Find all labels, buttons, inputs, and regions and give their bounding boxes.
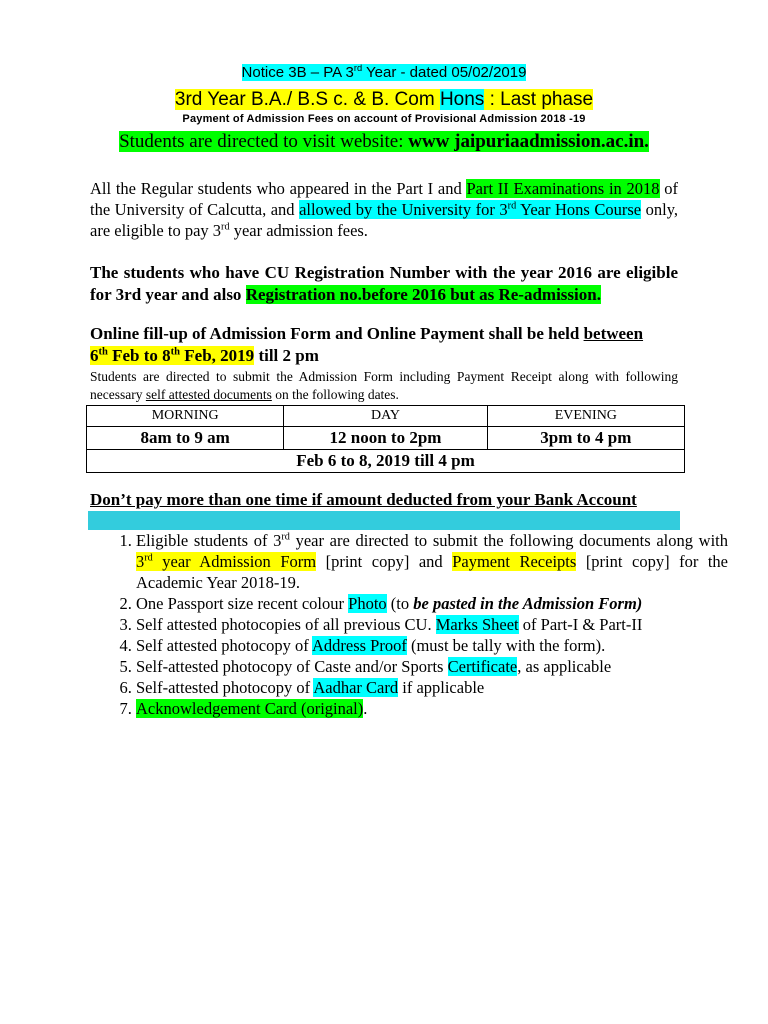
doc1-text-1: Eligible students of 3 bbox=[136, 531, 282, 550]
list-item bbox=[136, 656, 728, 677]
doc1-form-sup: rd bbox=[144, 552, 153, 564]
doc7-highlight-ack: Acknowledgement Card (original) bbox=[136, 699, 364, 718]
schedule-table bbox=[86, 405, 685, 473]
doc6-text-2: if applicable bbox=[398, 678, 485, 697]
list-item bbox=[136, 530, 728, 593]
doc1-sup-1: rd bbox=[281, 531, 290, 543]
doc1-text-4: [print copy] for the Academic Year 2018-19. bbox=[136, 552, 728, 592]
notice-sup: rd bbox=[353, 63, 363, 73]
title-phase: : Last phase bbox=[484, 89, 594, 110]
para1-highlight-exam: Part II Examinations in 2018 bbox=[466, 179, 660, 198]
para2-text: The students who have CU Registration Number with the year 2016 are eligible for 3rd year and also bbox=[90, 263, 678, 304]
notice-reference-highlight bbox=[242, 64, 527, 81]
para3-date-1-sup: th bbox=[98, 346, 108, 358]
para3-date-2-sup: th bbox=[170, 346, 181, 358]
doc5-highlight-certificate: Certificate bbox=[447, 657, 518, 676]
notice-date: Year - dated 05/02/2019 bbox=[362, 64, 527, 81]
para3-text: Online fill-up of Admission Form and Online Payment shall be held bbox=[90, 324, 584, 343]
payment-subtitle: Payment of Admission Fees on account of Provisional Admission 2018 -19 bbox=[182, 113, 586, 125]
doc4-text-2: (must be tally with the form). bbox=[406, 636, 606, 655]
doc3-highlight-marks: Marks Sheet bbox=[435, 615, 519, 634]
doc1-form-text: year Admission Form bbox=[152, 552, 317, 571]
doc3-text-1: Self attested photocopies of all previous CU. bbox=[136, 615, 436, 634]
doc2-text-1: One Passport size recent colour bbox=[136, 594, 349, 613]
schedule-header-evening: EVENING bbox=[487, 406, 684, 427]
notice-reference bbox=[0, 64, 768, 81]
doc5-text-2: , as applicable bbox=[517, 657, 612, 676]
para3-date-3: Feb, 2019 bbox=[180, 346, 255, 365]
schedule-header-row bbox=[87, 406, 685, 427]
notice-text: Notice 3B – PA 3 bbox=[241, 64, 354, 81]
documents-list bbox=[88, 530, 728, 719]
doc2-emphasis: be pasted in the Admission Form) bbox=[413, 594, 643, 613]
para1-text-sup: rd bbox=[221, 221, 230, 233]
para3-till: till 2 pm bbox=[254, 346, 319, 365]
title-hons: Hons bbox=[439, 89, 485, 110]
doc4-highlight-address: Address Proof bbox=[311, 636, 407, 655]
para4-text-2: on the following dates. bbox=[271, 387, 399, 402]
website-link[interactable]: www jaipuriaadmission.ac.in. bbox=[408, 131, 649, 152]
highlight-bar bbox=[88, 511, 680, 530]
para1-text-1: All the Regular students who appeared in the Part I and bbox=[90, 179, 467, 198]
para1-allowed-sup: rd bbox=[507, 200, 517, 212]
para2-highlight: Registration no.before 2016 but as Re-admission. bbox=[245, 285, 601, 304]
schedule-time-morning: 8am to 9 am bbox=[87, 427, 284, 450]
schedule-time-day: 12 noon to 2pm bbox=[284, 427, 487, 450]
para1-text-4: year admission fees. bbox=[229, 221, 368, 240]
registration-paragraph bbox=[90, 262, 678, 306]
para3-date-highlight bbox=[90, 346, 254, 365]
doc1-form-num: 3 bbox=[136, 552, 145, 571]
para1-text-3: only, are eligible to pay 3 bbox=[90, 200, 679, 240]
doc6-highlight-aadhar: Aadhar Card bbox=[313, 678, 399, 697]
website-label: Students are directed to visit website: bbox=[119, 131, 409, 152]
payment-warning: Don’t pay more than one time if amount deducted from your Bank Account bbox=[90, 490, 637, 509]
doc1-highlight-form bbox=[136, 552, 316, 571]
para3-date-2: Feb to 8 bbox=[107, 346, 171, 365]
schedule-header-morning: MORNING bbox=[87, 406, 284, 427]
doc2-highlight-photo: Photo bbox=[348, 594, 387, 613]
website-highlight bbox=[119, 131, 649, 152]
website-line bbox=[0, 131, 768, 153]
doc1-highlight-receipts: Payment Receipts bbox=[452, 552, 577, 571]
doc5-text-1: Self-attested photocopy of Caste and/or Sports bbox=[136, 657, 448, 676]
doc2-text-2: (to bbox=[386, 594, 414, 613]
schedule-dates-row bbox=[87, 450, 685, 473]
online-payment-paragraph bbox=[90, 323, 678, 367]
notice-title bbox=[0, 89, 768, 111]
list-item bbox=[136, 698, 728, 719]
doc6-text-1: Self-attested photocopy of bbox=[136, 678, 314, 697]
title-courses: 3rd Year B.A./ B.S c. & B. Com bbox=[174, 89, 440, 110]
schedule-dates: Feb 6 to 8, 2019 till 4 pm bbox=[87, 450, 685, 473]
schedule-times-row bbox=[87, 427, 685, 450]
para1-text-2: of the University of Calcutta, and bbox=[90, 179, 678, 219]
para1-allowed-b: Year Hons Course bbox=[516, 200, 642, 219]
list-item bbox=[136, 677, 728, 698]
para1-highlight-allowed bbox=[299, 200, 641, 219]
list-item bbox=[136, 593, 728, 614]
submission-paragraph bbox=[90, 368, 678, 404]
para1-allowed-a: allowed by the University for 3 bbox=[299, 200, 508, 219]
para3-date-1: 6 bbox=[90, 346, 99, 365]
para4-underlined: self attested documents bbox=[145, 387, 272, 402]
para4-text-1: Students are directed to submit the Admission Form including Payment Receipt along with following necessary bbox=[90, 369, 678, 402]
doc4-text-1: Self attested photocopy of bbox=[136, 636, 312, 655]
notice-title-highlight bbox=[175, 89, 593, 110]
list-item bbox=[136, 614, 728, 635]
doc3-text-2: of Part-I & Part-II bbox=[518, 615, 643, 634]
para3-between: between bbox=[583, 324, 644, 343]
eligibility-paragraph bbox=[90, 178, 678, 241]
list-item bbox=[136, 635, 728, 656]
doc1-text-3: [print copy] and bbox=[316, 552, 453, 571]
schedule-header-day: DAY bbox=[284, 406, 487, 427]
doc1-text-2: year are directed to submit the following documents along with bbox=[289, 531, 728, 550]
doc7-text: . bbox=[363, 699, 368, 718]
schedule-time-evening: 3pm to 4 pm bbox=[487, 427, 684, 450]
